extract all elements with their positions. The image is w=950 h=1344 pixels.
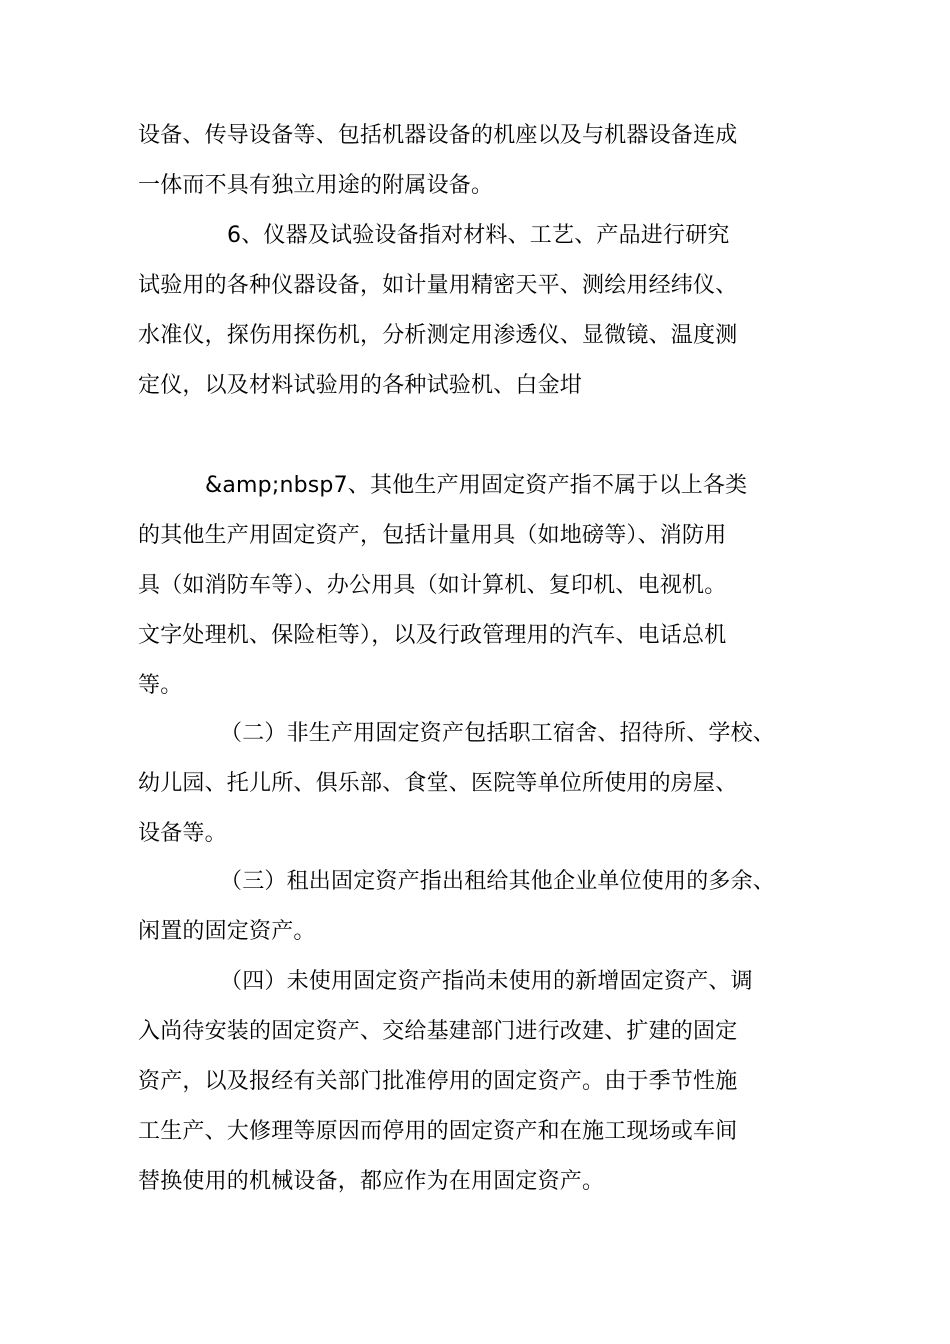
text-line: 入尚待安装的固定资产、交给基建部门进行改建、扩建的固定 <box>138 1019 738 1044</box>
text-line: 试验用的各种仪器设备，如计量用精密天平、测绘用经纬仪、 <box>138 273 738 298</box>
text-line: 文字处理机、保险柜等），以及行政管理用的汽车、电话总机 <box>138 623 727 648</box>
text-line: 闲置的固定资产。 <box>138 919 316 944</box>
text-line: 替换使用的机械设备，都应作为在用固定资产。 <box>138 1169 605 1194</box>
text-line: 设备、传导设备等、包括机器设备的机座以及与机器设备连成 <box>138 123 738 148</box>
text-line: 的其他生产用固定资产，包括计量用具（如地磅等）、消防用 <box>138 523 727 548</box>
text-line: 资产，以及报经有关部门批准停用的固定资产。由于季节性施 <box>138 1069 738 1094</box>
text-line: 工生产、大修理等原因而停用的固定资产和在施工现场或车间 <box>138 1119 738 1144</box>
text-line: （四）未使用固定资产指尚未使用的新增固定资产、调 <box>220 969 753 994</box>
text-line: 定仪，以及材料试验用的各种试验机、白金坩 <box>138 373 583 398</box>
text-line: 具（如消防车等）、办公用具（如计算机、复印机、电视机。 <box>138 573 727 598</box>
text-line: 6、仪器及试验设备指对材料、工艺、产品进行研究 <box>227 223 730 248</box>
text-line: 一体而不具有独立用途的附属设备。 <box>138 173 494 198</box>
text-line: &amp;nbsp7、其他生产用固定资产指不属于以上各类 <box>205 473 748 498</box>
text-line: 水准仪，探伤用探伤机，分析测定用渗透仪、显微镜、温度测 <box>138 323 738 348</box>
text-line: 设备等。 <box>138 821 227 846</box>
text-line: 幼儿园、托儿所、俱乐部、食堂、医院等单位所使用的房屋、 <box>138 771 738 796</box>
text-line: （三）租出固定资产指出租给其他企业单位使用的多余、 <box>220 869 776 894</box>
text-line: （二）非生产用固定资产包括职工宿舍、招待所、学校、 <box>220 721 776 746</box>
text-line: 等。 <box>138 673 183 698</box>
